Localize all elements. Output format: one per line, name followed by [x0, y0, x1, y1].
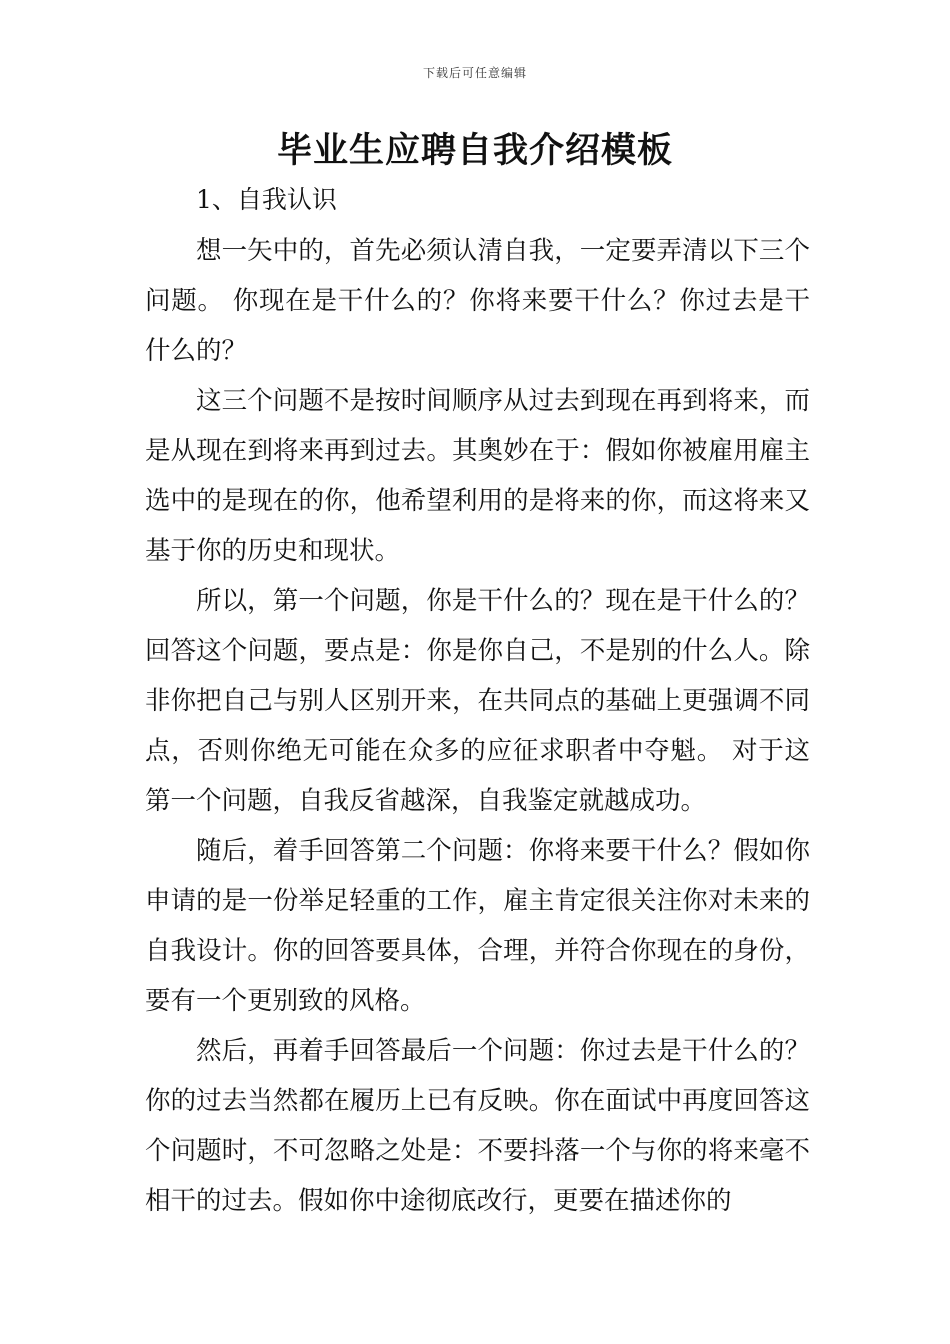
paragraph-3: 所以，第一个问题，你是干什么的？现在是干什么的？回答这个问题，要点是：你是你自己，不是别的什么人。除非你把自己与别人区别开来，在共同点的基础上更强调不同点，否则你绝无可能在众多的应征求职者中夺魁。 对于这第一个问题，自我反省越深，自我鉴定就越成功。	[145, 586, 810, 816]
paragraph-5: 然后，再着手回答最后一个问题：你过去是干什么的？你的过去当然都在履历上已有反映。你在面试中再度回答这个问题时，不可忽略之处是：不要抖落一个与你的将来毫不相干的过去。假如你中途彻底改行，更要在描述你的	[145, 1036, 810, 1216]
page-header-note: 下载后可任意编辑	[422, 66, 527, 80]
section-heading: 1、自我认识	[196, 185, 337, 214]
paragraph-2: 这三个问题不是按时间顺序从过去到现在再到将来，而是从现在到将来再到过去。其奥妙在于：假如你被雇用雇主选中的是现在的你，他希望利用的是将来的你，而这将来又基于你的历史和现状。	[145, 386, 810, 566]
document-title: 毕业生应聘自我介绍模板	[276, 131, 673, 171]
document-body	[145, 226, 810, 1226]
paragraph-4: 随后，着手回答第二个问题：你将来要干什么？假如你申请的是一份举足轻重的工作，雇主肯定很关注你对未来的自我设计。你的回答要具体，合理，并符合你现在的身份，要有一个更别致的风格。	[145, 836, 810, 1016]
paragraph-1: 想一矢中的，首先必须认清自我，一定要弄清以下三个问题。 你现在是干什么的？你将来要干什么？你过去是干什么的？	[145, 236, 810, 366]
